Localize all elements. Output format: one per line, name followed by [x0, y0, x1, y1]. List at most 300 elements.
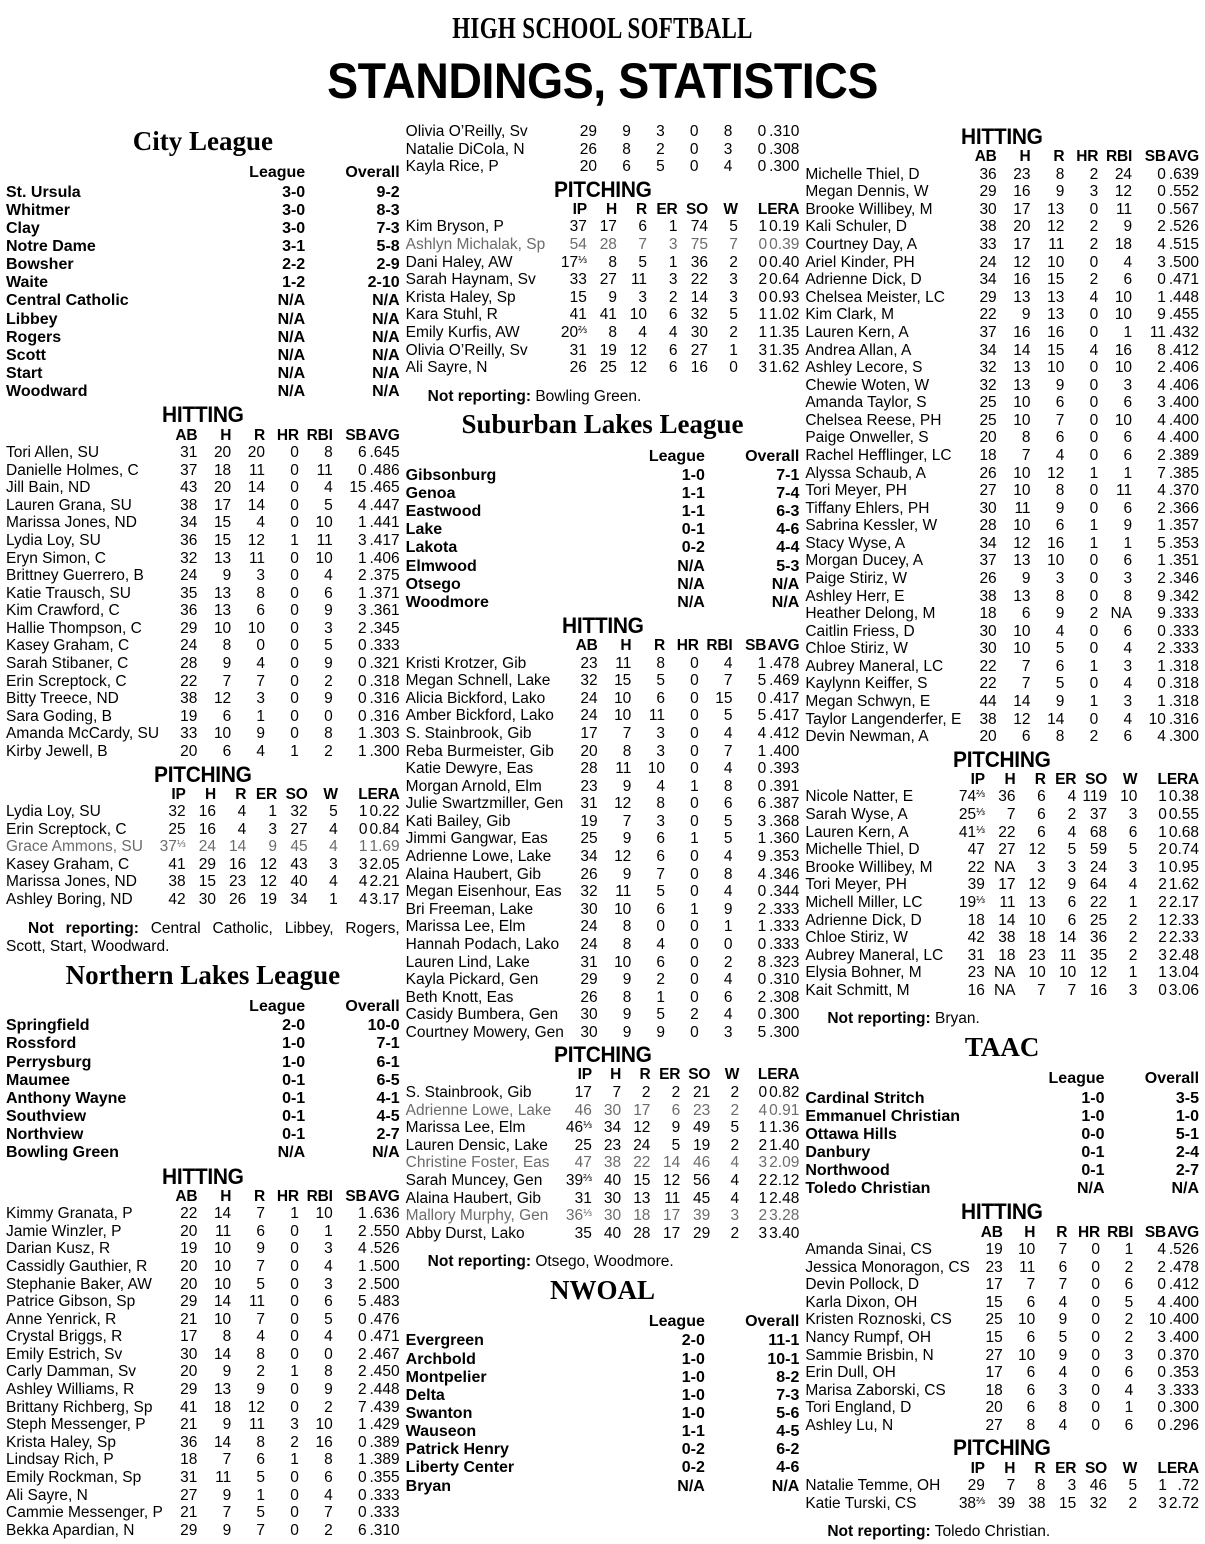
stat-hr: 0 — [1091, 1399, 1101, 1417]
stat-h: 9 — [622, 123, 631, 141]
stat-avg: .478 — [1168, 1258, 1200, 1276]
stat-hr: 0 — [1089, 570, 1099, 588]
standings-row — [406, 1478, 800, 1496]
stat-er: 12 — [259, 873, 277, 891]
stat-ab: 25 — [979, 394, 997, 412]
stat-avg: .447 — [369, 496, 400, 514]
section-head-hitting-sll: HITTING — [561, 613, 644, 638]
stat-sb: 0 — [757, 935, 767, 953]
stat-ab: 19 — [180, 1240, 198, 1258]
standings-row — [805, 1180, 1199, 1198]
standings-league-record: N/A — [677, 1477, 705, 1495]
stat-h: 10 — [1013, 517, 1031, 535]
hitting-header-sb: SB — [1144, 148, 1166, 166]
stat-rbi: 4 — [723, 848, 733, 866]
stat-ip: 33 — [569, 271, 587, 289]
pitching-row — [406, 359, 800, 377]
standings-league-record: 1-0 — [1081, 1107, 1105, 1125]
pitching-row — [6, 803, 400, 821]
standings-league-record: 0-1 — [282, 1108, 306, 1126]
player-name: Kim Bryson, P — [405, 218, 504, 236]
standings-team: Woodward — [6, 383, 88, 401]
stat-avg: .300 — [369, 742, 400, 760]
standings-table-nll — [6, 998, 400, 1162]
standings-league-record: 2-0 — [282, 1017, 306, 1035]
standings-row — [6, 292, 400, 310]
pitching-row — [406, 324, 800, 342]
standings-team: Northview — [6, 1126, 84, 1144]
stat-ab: 36 — [979, 165, 997, 183]
stat-h: 16 — [198, 820, 216, 838]
pitching-row — [406, 1190, 800, 1208]
stat-hr: 0 — [1089, 394, 1099, 412]
standings-league-record: N/A — [277, 328, 306, 346]
column-middle — [406, 123, 800, 1496]
standings-row — [805, 1090, 1199, 1108]
stat-w: 10 — [1120, 788, 1138, 806]
hitting-row — [6, 567, 400, 585]
standings-team: Clay — [6, 219, 40, 237]
player-name: Lauren Lind, Lake — [405, 953, 530, 971]
hitting-body-nll-part2 — [406, 123, 800, 176]
stat-w: 3 — [730, 1207, 740, 1225]
stat-hr: 0 — [1089, 710, 1099, 728]
pitching-header-r: R — [639, 1066, 651, 1084]
stat-r: 12 — [1047, 218, 1065, 236]
stat-rbi: 0 — [723, 935, 733, 953]
stat-sb: 3 — [1157, 1329, 1167, 1346]
player-name: Nancy Rumpf, OH — [805, 1329, 932, 1346]
stat-sb: 2 — [1157, 570, 1166, 588]
hitting-row — [6, 708, 400, 726]
stat-ip: 26 — [569, 359, 587, 377]
stat-h: 7 — [1026, 1276, 1036, 1294]
stat-w: 3 — [1128, 858, 1138, 876]
stat-avg: .323 — [769, 953, 800, 971]
stat-h: 13 — [1013, 359, 1031, 377]
stat-sb: 6 — [357, 1521, 367, 1539]
hitting-row — [805, 640, 1199, 658]
stat-sb: 0 — [1157, 1276, 1167, 1294]
standings-team: Delta — [405, 1386, 445, 1404]
stat-ab: 30 — [180, 1345, 198, 1363]
stat-w: 4 — [730, 1171, 740, 1189]
standings-header-overall: Overall — [345, 998, 400, 1016]
stat-ab: 34 — [979, 341, 997, 359]
stat-h: 20 — [213, 444, 232, 462]
hitting-header-hr: HR — [276, 1187, 299, 1205]
stat-sb: 5 — [757, 707, 767, 725]
stat-avg: .371 — [369, 584, 400, 602]
stat-so: 22 — [1089, 893, 1108, 911]
stat-l: 2 — [758, 271, 768, 289]
stat-l: 3 — [758, 1154, 768, 1172]
player-name: Kait Schmitt, M — [805, 981, 910, 999]
hitting-header-rbi: RBI — [706, 637, 733, 655]
player-name: Beth Knott, Eas — [405, 988, 514, 1006]
stat-ab: 36 — [180, 1433, 198, 1451]
standings-row — [805, 1144, 1199, 1162]
stat-er: 17 — [663, 1224, 681, 1242]
stat-avg: .355 — [369, 1468, 400, 1486]
stat-h: 8 — [608, 323, 617, 341]
standings-overall-record: 10-0 — [367, 1017, 400, 1035]
stat-avg: .385 — [1168, 464, 1200, 482]
stat-r: 6 — [1037, 788, 1046, 806]
stat-sb: 0 — [1157, 200, 1166, 218]
hitting-row — [406, 1006, 800, 1024]
stat-hr: 2 — [1089, 165, 1099, 183]
hitting-row — [805, 359, 1199, 377]
stat-ab: 26 — [580, 865, 598, 883]
standings-overall-record: N/A — [771, 1477, 800, 1495]
stat-avg: .361 — [369, 602, 400, 620]
stat-avg: .342 — [1168, 587, 1200, 605]
stat-ab: 38 — [979, 710, 997, 728]
stat-avg: .333 — [369, 1504, 400, 1522]
stat-hr: 0 — [290, 1345, 299, 1363]
hitting-row — [406, 655, 800, 673]
stat-h: 39 — [997, 1494, 1016, 1512]
stat-w: 3 — [1128, 981, 1138, 999]
standings-overall-record: 8-3 — [376, 201, 400, 219]
stat-h: 8 — [1026, 1416, 1036, 1434]
pitching-header-name — [406, 201, 546, 219]
stat-so: 22 — [690, 271, 709, 289]
player-name: Megan Eisenhour, Eas — [405, 883, 562, 901]
standings-row — [6, 1108, 400, 1126]
standings-overall-record: 4-5 — [776, 1423, 800, 1441]
stat-ip: 22 — [967, 858, 985, 876]
stat-h: 13 — [213, 549, 232, 567]
hitting-row — [805, 412, 1199, 430]
stat-h: 13 — [1013, 552, 1031, 570]
hitting-header-avg: AVG — [367, 426, 400, 444]
standings-league-record: 0-1 — [282, 1089, 306, 1107]
player-name: Sammie Brisbin, N — [805, 1346, 934, 1364]
stat-l: 0 — [1158, 806, 1167, 824]
stat-ab: 34 — [580, 848, 598, 866]
hitting-row — [406, 778, 800, 796]
hitting-header-sb: SB — [345, 426, 367, 444]
stat-avg: .400 — [1168, 394, 1200, 412]
pitching-body-nwoal — [805, 788, 1199, 999]
standings-header-overall: Overall — [745, 447, 800, 465]
stat-r: 9 — [1055, 183, 1065, 201]
hitting-row — [406, 123, 800, 141]
standings-row — [6, 383, 400, 401]
pitching-table-taac — [805, 1460, 1199, 1513]
pitching-header-so: SO — [285, 785, 308, 803]
stat-ab: 23 — [985, 1258, 1003, 1276]
standings-league-record: 0-1 — [282, 1126, 306, 1144]
stat-rbi: NA — [1110, 605, 1133, 623]
stat-avg: .333 — [1168, 622, 1200, 640]
stat-h: 10 — [213, 1257, 232, 1275]
stat-sb: 1 — [357, 1257, 367, 1275]
stat-h: 14 — [1013, 693, 1031, 711]
standings-header-team — [406, 448, 611, 467]
standings-team: Lakota — [405, 539, 458, 557]
stat-avg: .500 — [369, 1257, 400, 1275]
stat-r: 1 — [256, 1486, 266, 1504]
standings-header-league: League — [249, 998, 306, 1016]
stat-r: 22 — [633, 1154, 651, 1172]
stat-w: 1 — [1128, 964, 1138, 982]
stat-r: 13 — [633, 1189, 651, 1207]
stat-hr: 0 — [690, 742, 699, 760]
stat-r: 8 — [656, 654, 665, 672]
stat-sb: 2 — [357, 1275, 367, 1293]
player-name: Tori England, D — [805, 1399, 912, 1417]
stat-l: 3 — [358, 855, 368, 873]
stat-r: 2 — [256, 1363, 266, 1381]
stat-sb: 0 — [757, 123, 767, 141]
section-head-hitting-city: HITTING — [162, 402, 244, 428]
standings-league-record: 3-0 — [282, 183, 306, 201]
stat-r: 7 — [256, 1521, 266, 1539]
stat-so: 16 — [690, 359, 709, 377]
pitching-header-er: ER — [659, 1066, 681, 1084]
stat-hr: 0 — [1089, 552, 1099, 570]
stat-sb: 0 — [757, 1006, 767, 1024]
player-name: Krista Haley, Sp — [405, 288, 516, 306]
stat-ab: 22 — [180, 1205, 198, 1223]
stat-h: 9 — [1021, 306, 1031, 324]
stat-h: 6 — [222, 742, 232, 760]
stat-hr: 0 — [1091, 1346, 1101, 1364]
stat-so: 43 — [290, 855, 308, 873]
hitting-row — [805, 166, 1199, 184]
stat-h: NA — [993, 964, 1016, 982]
stat-rbi: 3 — [723, 140, 733, 158]
stat-h: 10 — [213, 1275, 232, 1293]
stat-avg: .300 — [769, 1006, 800, 1024]
stat-rbi: 3 — [723, 1023, 733, 1041]
standings-league-record: 0-2 — [681, 539, 705, 557]
stat-h: 20 — [1013, 218, 1031, 236]
standings-team: Emmanuel Christian — [805, 1107, 961, 1125]
stat-ab: 25 — [979, 411, 997, 429]
standings-row — [6, 347, 400, 365]
stat-r: 6 — [656, 900, 665, 918]
pitching-row — [805, 982, 1199, 1000]
stat-r: 23 — [229, 873, 247, 891]
standings-league-record: 3-0 — [282, 219, 306, 237]
player-name: Tori Allen, SU — [6, 444, 100, 462]
softball-stats-page — [0, 10, 1205, 1541]
hitting-row — [6, 1276, 400, 1294]
hitting-row — [805, 535, 1199, 553]
stat-l: 2 — [758, 1136, 768, 1154]
stat-sb: 3 — [1157, 1381, 1167, 1399]
stat-r: 5 — [656, 883, 665, 901]
player-name: Lauren Kern, A — [805, 323, 909, 341]
stat-h: 17 — [1013, 200, 1031, 218]
stat-avg: .333 — [769, 900, 800, 918]
pitching-row — [406, 1154, 800, 1172]
stat-h: 17 — [213, 496, 232, 514]
standings-overall-record: N/A — [771, 575, 800, 593]
stat-r: 38 — [1028, 1494, 1046, 1512]
stat-avg: .500 — [369, 1275, 400, 1293]
player-name: Marisa Zaborski, CS — [805, 1381, 946, 1399]
stat-r: 9 — [1055, 605, 1065, 623]
hitting-row — [805, 1399, 1199, 1417]
stat-r: 11 — [630, 271, 648, 289]
stat-er: 6 — [668, 341, 678, 359]
player-name: Olivia O’Reilly, Sv — [405, 341, 528, 359]
stat-h: 8 — [622, 140, 631, 158]
stat-h: 9 — [622, 1006, 632, 1024]
player-name: Grace Ammons, SU — [6, 838, 143, 856]
stat-ab: 26 — [580, 988, 598, 1006]
stat-r: 12 — [629, 341, 648, 359]
hitting-header-hr: HR — [1078, 1223, 1101, 1241]
pitching-header-l: L — [1157, 1459, 1167, 1477]
stat-r: 7 — [256, 672, 266, 690]
stat-so: 19 — [693, 1136, 711, 1154]
stat-sb: 0 — [757, 689, 767, 707]
pitching-header-ip: IP — [577, 1066, 592, 1084]
stat-r: 14 — [229, 838, 247, 856]
stat-sb: 1 — [1157, 693, 1166, 711]
standings-league-record: 1-0 — [681, 1368, 705, 1386]
stat-sb: 1 — [357, 584, 367, 602]
stat-sb: 9 — [1157, 587, 1166, 605]
player-name: Krista Haley, Sp — [6, 1433, 116, 1451]
hitting-row — [6, 673, 400, 691]
hitting-row — [6, 479, 400, 497]
pitching-body-nll — [406, 218, 800, 376]
stat-hr: 0 — [1089, 411, 1099, 429]
stat-rbi: 16 — [1114, 341, 1133, 359]
standings-overall-record: 7-3 — [376, 219, 400, 237]
stat-sb: 1 — [357, 742, 367, 760]
standings-row — [6, 329, 400, 347]
stat-sb: 4 — [1157, 429, 1166, 447]
hitting-header-rbi: RBI — [306, 1187, 333, 1205]
stat-ab: 23 — [580, 654, 598, 672]
stat-h: 10 — [614, 900, 632, 918]
stat-h: 30 — [603, 1101, 622, 1119]
stat-r: 6 — [656, 689, 665, 707]
stat-avg: .469 — [769, 672, 800, 690]
stat-r: 15 — [1047, 341, 1065, 359]
player-name: Heather Delong, M — [805, 605, 936, 623]
stat-h: 7 — [622, 812, 632, 830]
stat-hr: 0 — [290, 707, 299, 725]
hitting-row — [406, 725, 800, 743]
stat-rbi: 6 — [324, 584, 333, 602]
stat-r: 4 — [256, 655, 266, 673]
hitting-header-r: R — [1056, 1223, 1068, 1241]
stat-rbi: 7 — [723, 742, 733, 760]
stat-w: 1 — [329, 891, 338, 909]
pitching-row — [406, 1225, 800, 1243]
stat-h: 9 — [622, 1023, 632, 1041]
stat-r: 8 — [1055, 482, 1065, 500]
stat-ab: 30 — [979, 622, 997, 640]
player-name: Chewie Woten, W — [805, 376, 930, 394]
stat-h: 38 — [603, 1154, 622, 1172]
stat-ab: 20 — [180, 742, 198, 760]
stat-h: 19 — [599, 341, 617, 359]
stat-avg: .639 — [1168, 165, 1200, 183]
stat-hr: 0 — [1089, 640, 1099, 658]
standings-overall-record: 7-1 — [776, 466, 800, 484]
stat-sb: 10 — [1148, 710, 1166, 728]
stat-l: 1 — [1158, 964, 1167, 982]
pitching-row — [406, 1137, 800, 1155]
stat-so: 74 — [690, 218, 709, 236]
stat-avg: .318 — [1168, 693, 1200, 711]
stat-avg: .471 — [1168, 271, 1200, 289]
stat-so: 32 — [290, 803, 308, 821]
pitching-row — [406, 236, 800, 254]
standings-league-record: 1-1 — [681, 1423, 705, 1441]
stat-avg: .316 — [1168, 710, 1200, 728]
stat-h: 11 — [615, 883, 632, 901]
stat-h: 10 — [1017, 1346, 1036, 1364]
standings-team: Central Catholic — [6, 292, 129, 310]
stat-ab: 34 — [979, 534, 997, 552]
stat-hr: 0 — [1091, 1293, 1101, 1311]
stat-hr: 1 — [690, 900, 699, 918]
pitching-header-l: L — [757, 200, 768, 218]
player-name: Michelle Thiel, D — [805, 841, 920, 859]
stat-sb: 2 — [757, 900, 767, 918]
stat-ip: 31 — [967, 946, 985, 964]
stat-r: 2 — [656, 140, 665, 158]
pitching-body-taac — [805, 1477, 1199, 1512]
hitting-row — [406, 866, 800, 884]
pitching-row — [6, 856, 400, 874]
standings-league-record: 0-0 — [1081, 1125, 1105, 1143]
player-name: Devin Pollock, D — [805, 1276, 920, 1294]
standings-overall-record: N/A — [372, 310, 400, 328]
stat-l: 0 — [358, 820, 368, 838]
pitching-header-so: SO — [686, 200, 709, 218]
stat-h: 6 — [1026, 1381, 1036, 1399]
player-name: Eryn Simon, C — [6, 549, 106, 567]
stat-so: 35 — [1089, 946, 1108, 964]
hitting-row — [6, 1205, 400, 1223]
player-name: Marissa Jones, ND — [6, 873, 137, 891]
stat-sb: 4 — [1157, 376, 1166, 394]
stat-era: 0.40 — [769, 253, 800, 271]
stat-ab: 15 — [985, 1329, 1003, 1346]
stat-so: 32 — [1089, 1494, 1107, 1512]
stat-h: 9 — [622, 777, 632, 795]
stat-r: 6 — [1055, 394, 1065, 412]
stat-h: 10 — [1017, 1241, 1036, 1259]
stat-h: 22 — [998, 823, 1016, 841]
stat-hr: 0 — [690, 953, 699, 971]
stat-era: 2.21 — [369, 873, 400, 891]
hitting-row — [805, 500, 1199, 518]
masthead — [0, 12, 1205, 107]
section-head-pitching-nwoal: PITCHING — [953, 746, 1051, 772]
player-name: Tori Meyer, PH — [805, 482, 907, 500]
stat-h: 8 — [622, 935, 632, 953]
stat-rbi: 2 — [1124, 1311, 1134, 1329]
stat-avg: .526 — [369, 1240, 400, 1258]
standings-team: Southview — [6, 1108, 87, 1126]
standings-row — [6, 1017, 400, 1035]
stat-r: 12 — [247, 531, 266, 549]
hitting-row — [805, 324, 1199, 342]
